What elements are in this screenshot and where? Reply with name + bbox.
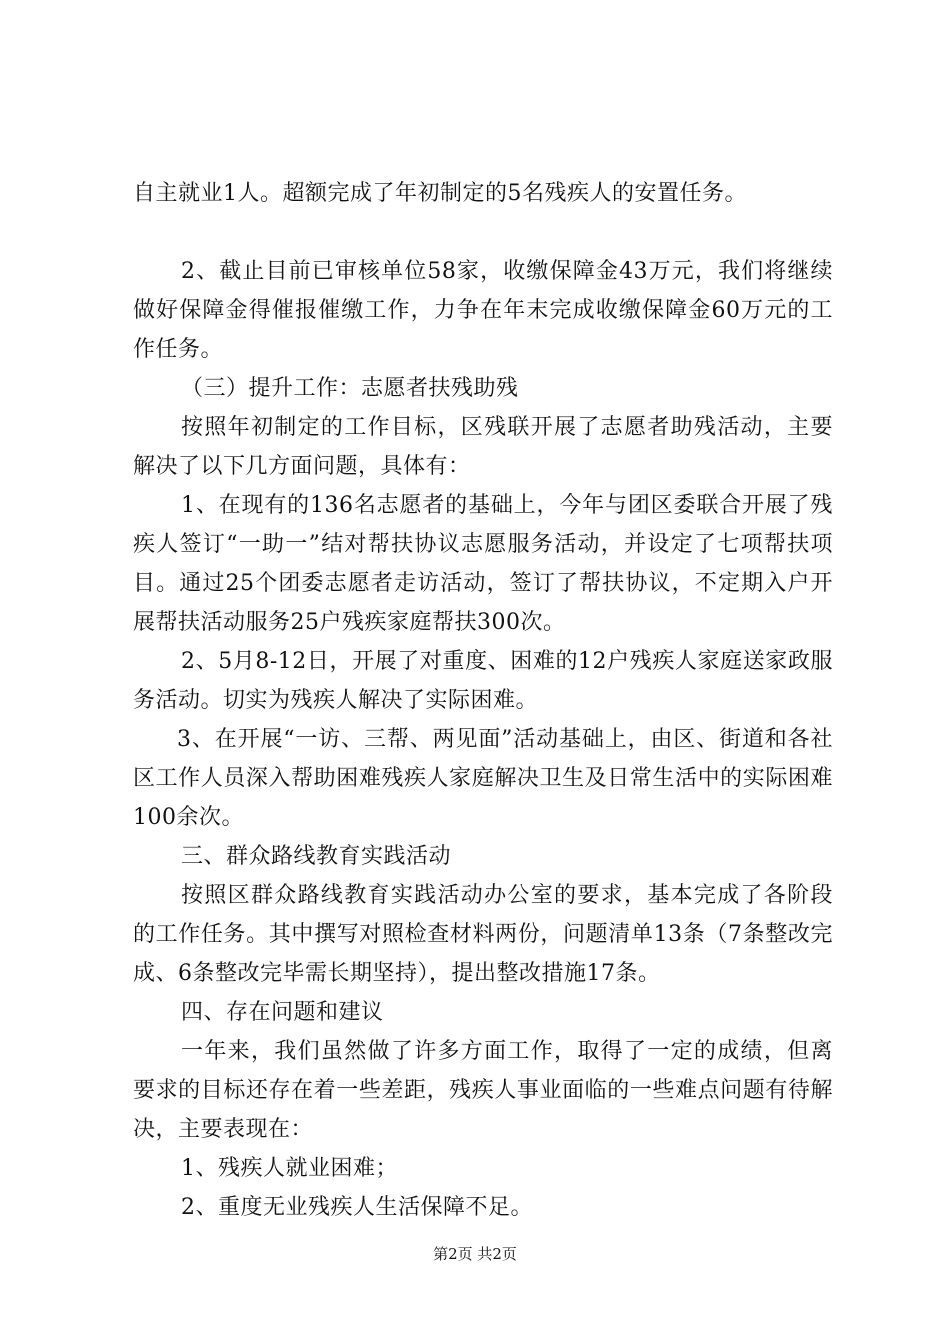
document-body <box>133 174 833 1227</box>
paragraph-problems-intro: 一年来，我们虽然做了许多方面工作，取得了一定的成绩，但离要求的目标还存在着一些差距，残疾人事业面临的一些难点问题有待解决，主要表现在： <box>133 1039 833 1142</box>
page-footer: 第2页 共2页 <box>433 1245 517 1263</box>
list-item-employment: 1、残疾人就业困难； <box>181 1156 398 1181</box>
paragraph-item-1-volunteer: 1、在现有的136名志愿者的基础上，今年与团区委联合开展了残疾人签订“一助一”结对帮扶协议志愿服务活动，并设定了七项帮扶项目。通过25个团委志愿者走访活动，签订了帮扶协议，不定期入户开展帮扶活动服务25户残疾家庭帮扶300次。 <box>133 493 833 635</box>
list-item-security: 2、重度无业残疾人生活保障不足。 <box>181 1195 533 1220</box>
paragraph-continuation: 自主就业1人。超额完成了年初制定的5名残疾人的安置任务。 <box>133 181 747 206</box>
paragraph-item-2-fund: 2、截止目前已审核单位58家，收缴保障金43万元，我们将继续做好保障金得催报催缴工作，力争在年末完成收缴保障金60万元的工作任务。 <box>133 259 833 362</box>
paragraph-item-2-housekeeping: 2、5月8-12日，开展了对重度、困难的12户残疾人家庭送家政服务活动。切实为残疾人解决了实际困难。 <box>133 649 833 713</box>
paragraph-gap <box>133 213 833 252</box>
section-heading-volunteer: （三）提升工作：志愿者扶残助残 <box>181 376 519 401</box>
paragraph-mass-line: 按照区群众路线教育实践活动办公室的要求，基本完成了各阶段的工作任务。其中撰写对照检查材料两份，问题清单13条（7条整改完成、6条整改完毕需长期坚持），提出整改措施17条。 <box>133 883 833 986</box>
paragraph-item-3-visits: 3、在开展“一访、三帮、两见面”活动基础上，由区、街道和各社区工作人员深入帮助困难残疾人家庭解决卫生及日常生活中的实际困难100余次。 <box>133 727 833 830</box>
section-heading-mass-line: 三、群众路线教育实践活动 <box>181 844 452 869</box>
paragraph-volunteer-intro: 按照年初制定的工作目标，区残联开展了志愿者助残活动，主要解决了以下几方面问题，具体有： <box>133 415 833 479</box>
section-heading-problems: 四、存在问题和建议 <box>181 1000 384 1025</box>
